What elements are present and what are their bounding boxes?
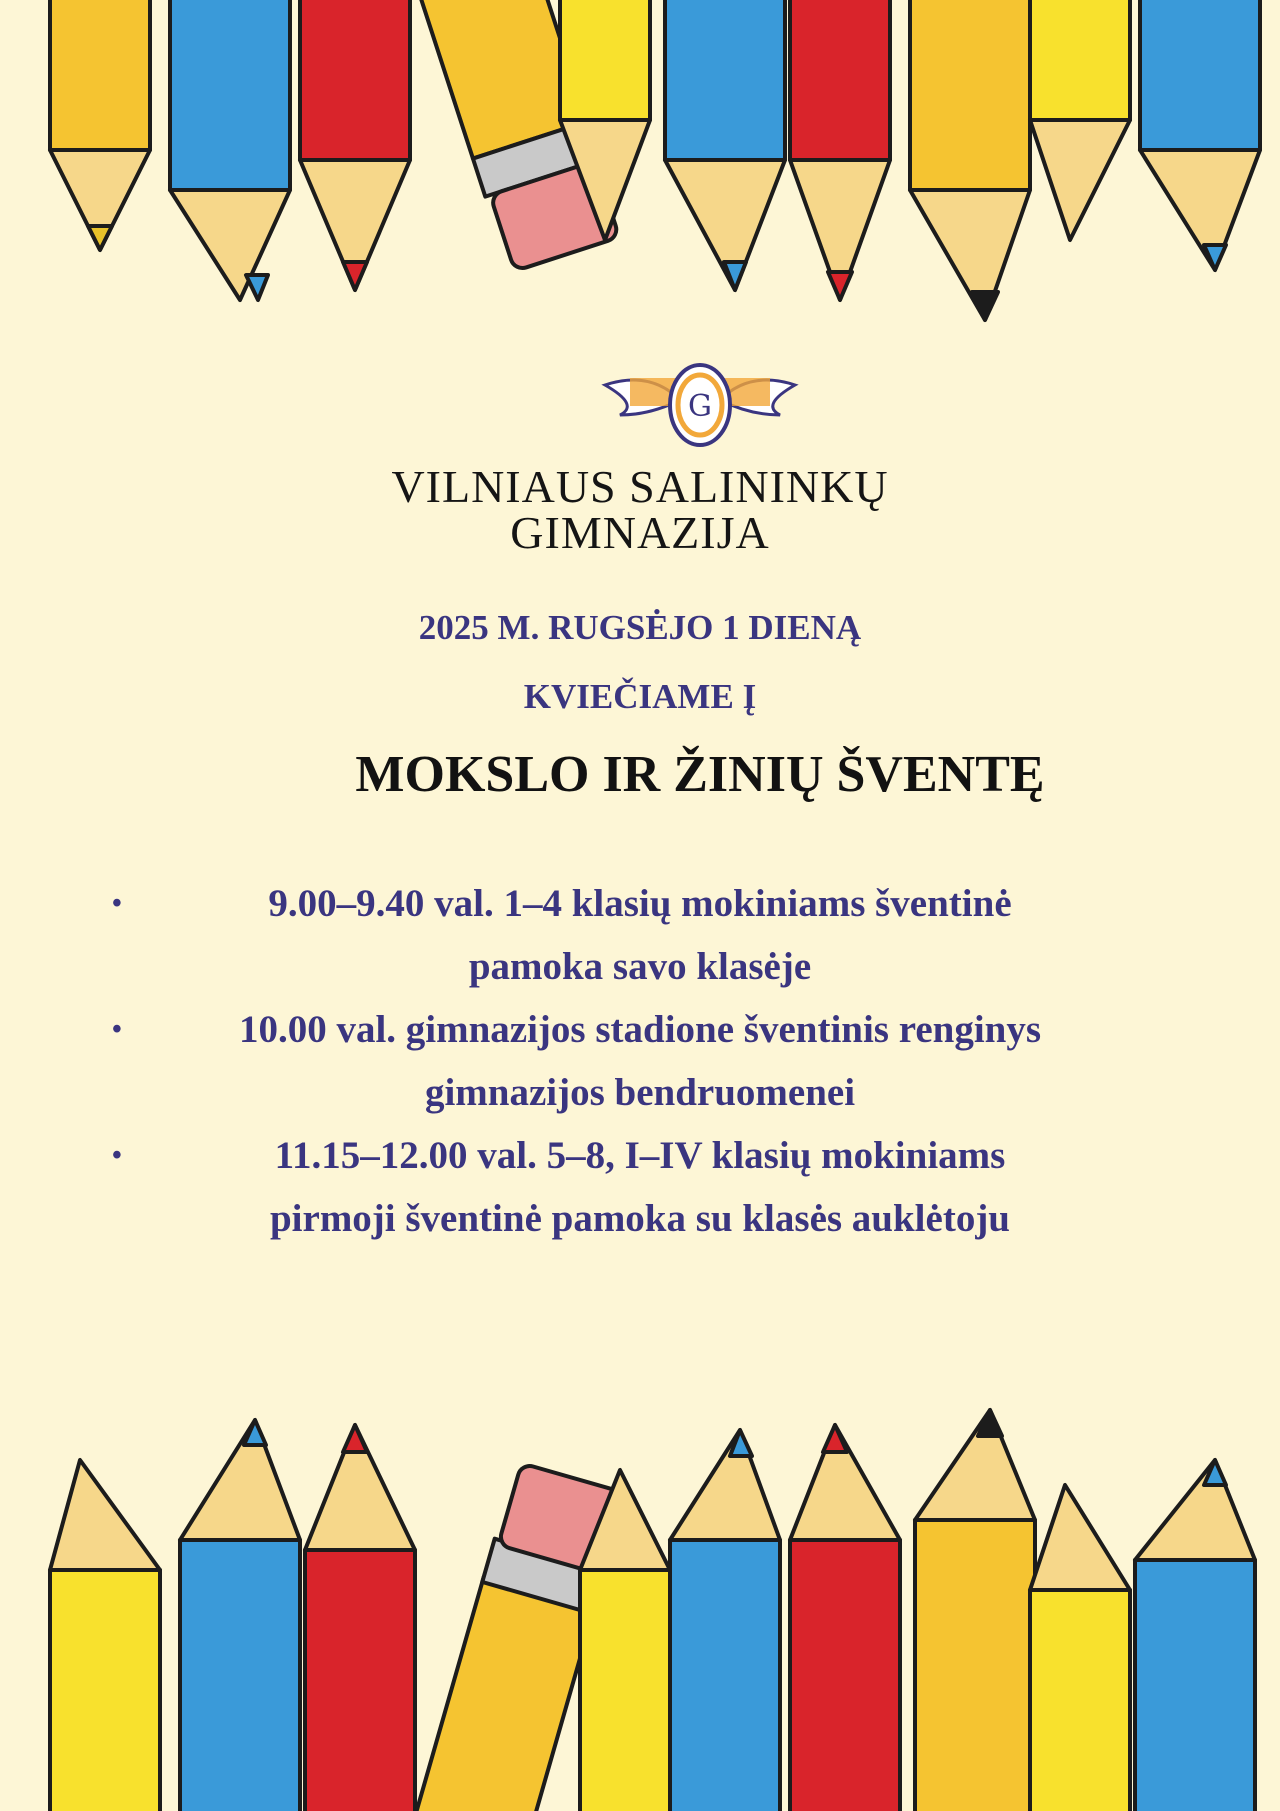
schedule-item-line2: gimnazijos bendruomenei [424, 1071, 856, 1114]
school-logo-icon [600, 360, 800, 450]
schedule-item [0, 872, 1280, 998]
schedule-item-line2: pamoka savo klasėje [468, 945, 812, 988]
event-title: MOKSLO IR ŽINIŲ ŠVENTĘ [355, 746, 1045, 803]
bullet-icon: • [112, 1014, 122, 1045]
schedule-item [0, 1124, 1280, 1250]
schedule-item-line1: 10.00 val. gimnazijos stadione šventinis renginys [238, 1008, 1042, 1051]
school-name-line1: VILNIAUS SALININKŲ [391, 461, 889, 512]
bottom-pencil-border [0, 1400, 1280, 1811]
event-date: 2025 M. RUGSĖJO 1 DIENĄ [418, 608, 862, 647]
school-name-line2: GIMNAZIJA [510, 507, 770, 558]
invite-text: KVIEČIAME Į [523, 677, 757, 716]
schedule-list [0, 872, 1280, 1250]
schedule-item-line1: 11.15–12.00 val. 5–8, I–IV klasių mokiniams [274, 1134, 1006, 1177]
schedule-item [0, 998, 1280, 1124]
top-pencil-border [0, 0, 1280, 340]
schedule-item-line1: 9.00–9.40 val. 1–4 klasių mokiniams šventinė [268, 882, 1012, 925]
bullet-icon: • [112, 1140, 122, 1171]
bullet-icon: • [112, 888, 122, 919]
schedule-item-line2: pirmoji šventinė pamoka su klasės auklėtoju [269, 1197, 1010, 1240]
svg-text:G: G [688, 389, 712, 424]
